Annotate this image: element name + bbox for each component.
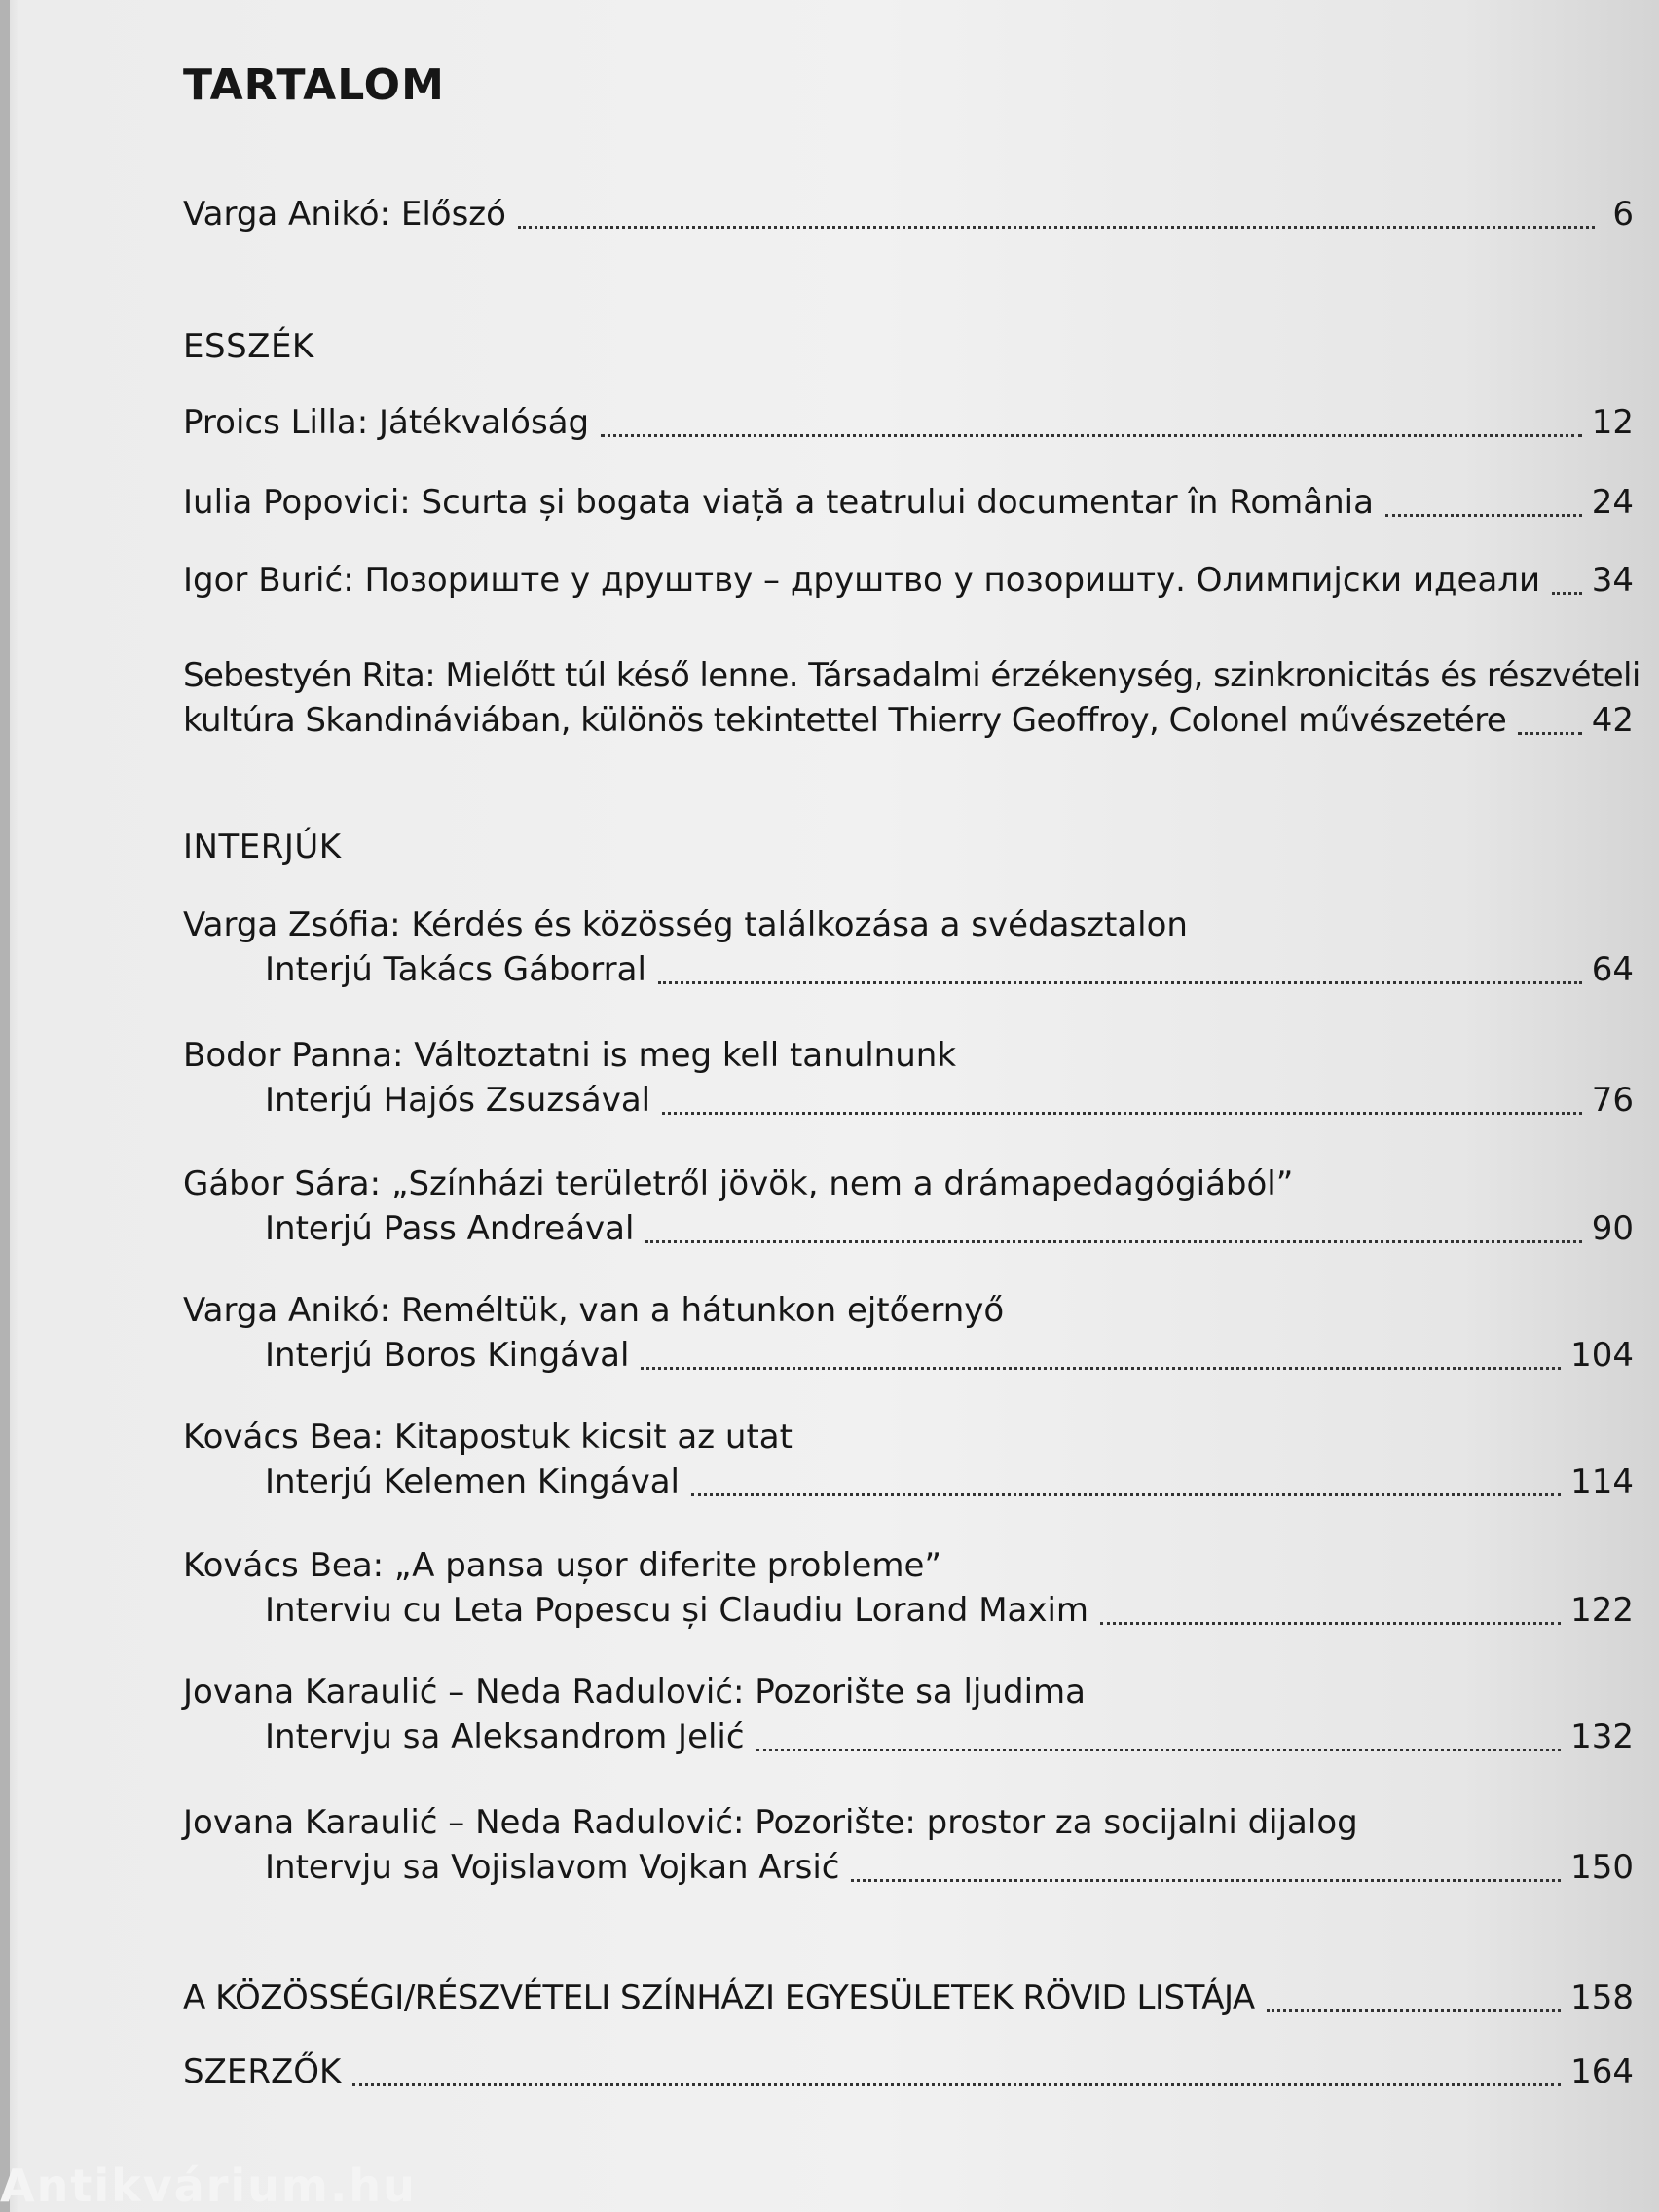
- toc-entry-sub: [265, 1848, 1634, 1893]
- toc-entry-title: [183, 1164, 1293, 1209]
- toc-entry-text: Jovana Karaulić – Neda Radulović: Pozorište: prostor za socijalni dijalog: [183, 1803, 1358, 1842]
- page-number: 12: [1591, 403, 1634, 442]
- toc-entry-text: Kovács Bea: Kitapostuk kicsit az utat: [183, 1418, 793, 1456]
- page-number: 64: [1591, 950, 1634, 989]
- toc-entry-text: Interjú Pass Andreával: [265, 1209, 635, 1248]
- dot-leader: [1518, 732, 1582, 735]
- toc-entry-text: kultúra Skandináviában, különös tekintettel Thierry Geoffroy, Colonel művészetére: [183, 701, 1507, 740]
- toc-entry-text: Interjú Takács Gáborral: [265, 950, 646, 989]
- watermark: Antikvárium.hu: [0, 2159, 417, 2212]
- page-number: 34: [1591, 561, 1634, 600]
- toc-entry-line1: [183, 656, 1641, 701]
- page-number: 42: [1591, 701, 1634, 740]
- section-heading-essays: ESSZÉK: [183, 327, 314, 366]
- toc-entry-sub: [265, 1591, 1634, 1636]
- toc-entry-text: Proics Lilla: Játékvalóság: [183, 403, 590, 442]
- section-heading-interviews: INTERJÚK: [183, 828, 342, 866]
- toc-entry-line2: [183, 701, 1634, 746]
- toc-entry-title: [183, 1803, 1358, 1848]
- toc-entry-title: [183, 905, 1188, 950]
- page-number: 114: [1570, 1462, 1634, 1501]
- toc-entry-text: Varga Anikó: Előszó: [183, 195, 506, 234]
- toc-entry-title: [183, 1291, 1004, 1336]
- dot-leader: [1267, 2009, 1561, 2012]
- toc-entry-text: Interjú Kelemen Kingával: [265, 1462, 680, 1501]
- dot-leader: [641, 1367, 1561, 1370]
- page-title: TARTALOM: [183, 60, 445, 110]
- toc-entry-associations: [183, 1978, 1634, 2023]
- toc-entry-text: Varga Zsófia: Kérdés és közösség találkozása a svédasztalon: [183, 905, 1188, 944]
- toc-entry-text: Sebestyén Rita: Mielőtt túl késő lenne. Társadalmi érzékenység, szinkronicitás és részvételi: [183, 656, 1641, 695]
- toc-entry-text: Interjú Boros Kingával: [265, 1336, 630, 1375]
- toc-entry-text: Gábor Sára: „Színházi területről jövök, nem a drámapedagógiából”: [183, 1164, 1294, 1203]
- toc-entry-text: Interjú Hajós Zsuzsával: [265, 1081, 651, 1120]
- toc-entry-text: Intervju sa Aleksandrom Jelić: [265, 1717, 745, 1756]
- dot-leader: [1100, 1622, 1561, 1625]
- page-number: 90: [1591, 1209, 1634, 1248]
- page-number: 6: [1612, 195, 1634, 234]
- dot-leader: [601, 434, 1582, 437]
- dot-leader: [662, 1112, 1582, 1115]
- page-number: 132: [1570, 1717, 1634, 1756]
- toc-entry-sub: [265, 1336, 1634, 1381]
- dot-leader: [691, 1493, 1561, 1496]
- toc-entry: [183, 403, 1634, 448]
- page-edge-shadow: [0, 0, 10, 2212]
- toc-entry-title: [183, 1546, 941, 1591]
- toc-entry: [183, 561, 1634, 606]
- dot-leader: [518, 226, 1595, 229]
- toc-entry-sub: [265, 1209, 1634, 1254]
- page-number: 164: [1570, 2052, 1634, 2091]
- toc-entry-text: Igor Burić: Позориште у друштву – друштво у позоришту. Олимпијски идеали: [183, 561, 1541, 600]
- toc-entry-text: Bodor Panna: Változtatni is meg kell tanulnunk: [183, 1036, 957, 1075]
- dot-leader: [352, 2083, 1561, 2086]
- toc-entry-text: Interviu cu Leta Popescu și Claudiu Lorand Maxim: [265, 1591, 1089, 1630]
- toc-entry-text: A KÖZÖSSÉGI/RÉSZVÉTELI SZÍNHÁZI EGYESÜLETEK RÖVID LISTÁJA: [183, 1978, 1255, 2017]
- page-number: 76: [1591, 1081, 1634, 1120]
- dot-leader: [658, 981, 1582, 984]
- toc-entry-text: Jovana Karaulić – Neda Radulović: Pozorište sa ljudima: [183, 1673, 1086, 1712]
- toc-entry-sub: [265, 1717, 1634, 1762]
- dot-leader: [645, 1240, 1581, 1243]
- page-number: 24: [1591, 483, 1634, 522]
- dot-leader: [851, 1879, 1561, 1882]
- page-number: 122: [1570, 1591, 1634, 1630]
- toc-entry-text: Intervju sa Vojislavom Vojkan Arsić: [265, 1848, 840, 1887]
- toc-entry-sub: [265, 1081, 1634, 1125]
- toc-entry-foreword: [183, 195, 1634, 240]
- toc-entry-authors: [183, 2052, 1634, 2097]
- dot-leader: [1552, 592, 1582, 595]
- dot-leader: [1385, 514, 1582, 517]
- page-number: 150: [1570, 1848, 1634, 1887]
- toc-entry-sub: [265, 1462, 1634, 1507]
- dot-leader: [756, 1749, 1562, 1751]
- toc-entry-title: [183, 1673, 1086, 1717]
- toc-entry-text: Varga Anikó: Reméltük, van a hátunkon ejtőernyő: [183, 1291, 1005, 1330]
- toc-entry-sub: [265, 950, 1634, 995]
- toc-entry: [183, 483, 1634, 528]
- toc-entry-text: Kovács Bea: „A pansa ușor diferite probleme”: [183, 1546, 942, 1585]
- toc-entry-text: Iulia Popovici: Scurta și bogata viață a teatrului documentar în România: [183, 483, 1374, 522]
- page-number: 158: [1570, 1978, 1634, 2017]
- toc-entry-text: SZERZŐK: [183, 2052, 342, 2091]
- toc-entry-title: [183, 1418, 793, 1462]
- page-number: 104: [1570, 1336, 1634, 1375]
- toc-entry-title: [183, 1036, 956, 1081]
